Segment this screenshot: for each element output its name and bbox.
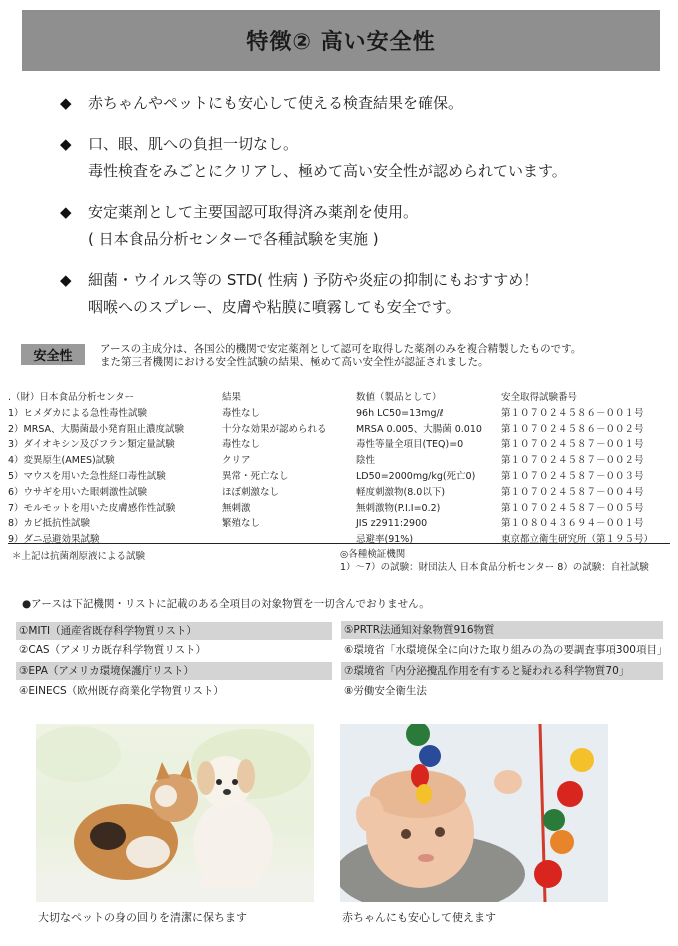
kitten-puppy-illustration xyxy=(36,724,314,902)
value-cell: JIS z2911:2900 xyxy=(356,518,428,530)
header-cell-number: 安全取得試験番号 xyxy=(501,392,578,403)
list-item: ③EPA（アメリカ環境保護庁リスト） xyxy=(16,662,332,680)
pets-photo xyxy=(36,724,314,902)
test-name-cell: 1）ヒメダカによる急性毒性試験 xyxy=(8,407,148,419)
bullet-text: 細菌・ウイルス等の STD( 性病 ) 予防や炎症の抑制にもおすすめ！ xyxy=(88,271,539,289)
bullet-text: 毒性検査をみごとにクリアし、極めて高い安全性が認められています。 xyxy=(88,162,567,180)
table-bottom-rule xyxy=(8,543,670,544)
result-cell: ほぼ刺激なし xyxy=(222,486,280,498)
test-name-cell: 2）MRSA、大腸菌最小発育阻止濃度試験 xyxy=(8,423,185,435)
table-row xyxy=(8,437,670,453)
result-cell: 毒性なし xyxy=(222,439,261,451)
table-row xyxy=(8,422,670,438)
table-row xyxy=(8,406,670,422)
diamond-bullet-icon: ◆ xyxy=(60,203,72,221)
test-number-cell: 第１０７０２４５８７－００４号 xyxy=(501,486,644,498)
test-name-cell: 6）ウサギを用いた眼刺激性試験 xyxy=(8,486,148,498)
table-row xyxy=(8,469,670,485)
test-number-cell: 第１０７０２４５８７－００１号 xyxy=(501,439,644,451)
test-number-cell: 第１０７０２４５８７－００２号 xyxy=(501,455,644,467)
list-item: ⑤PRTR法通知対象物質916物質 xyxy=(341,621,663,639)
feature-bullet xyxy=(60,131,650,185)
test-name-cell: 8）カビ抵抗性試験 xyxy=(8,518,91,530)
note-line: ◎各種検証機関 xyxy=(340,549,406,560)
feature-bullet-list xyxy=(60,90,650,335)
value-cell: 96h LC50=13mg/ℓ xyxy=(356,407,444,419)
header-cell-value: 数値（製品として） xyxy=(356,392,442,403)
test-number-cell: 第１０８０４３６９４－００１号 xyxy=(501,518,644,530)
feature-bullet xyxy=(60,199,650,253)
feature-bullet xyxy=(60,90,650,117)
result-cell: 異常・死亡なし xyxy=(222,470,289,482)
baby-photo xyxy=(340,724,608,902)
list-item: ②CAS（アメリカ既存科学物質リスト） xyxy=(19,644,207,656)
test-name-cell: 3）ダイオキシン及びフラン類定量試験 xyxy=(8,439,175,451)
value-cell: 軽度刺激物(8.0以下) xyxy=(356,486,446,498)
bullet-text: 咽喉へのスプレー、皮膚や粘膜に噴霧しても安全です。 xyxy=(88,298,461,316)
value-cell: 毒性等量全項目(TEQ)=0 xyxy=(356,439,464,451)
value-cell: LD50=2000mg/kg(死亡0) xyxy=(356,470,476,482)
header-cell-result: 結果 xyxy=(222,392,242,403)
testing-institutions-note xyxy=(340,548,649,574)
page-title: 特徴② 高い安全性 xyxy=(246,30,436,55)
safety-test-table xyxy=(8,390,670,548)
diamond-bullet-icon: ◆ xyxy=(60,271,72,289)
exclusion-statement: ●アースは下記機関・リストに記載のある全項目の対象物質を一切含んでおりません。 xyxy=(22,598,430,610)
baby-with-toy-illustration xyxy=(340,724,608,902)
title-banner xyxy=(22,10,660,71)
diamond-bullet-icon: ◆ xyxy=(60,135,72,153)
result-cell: 毒性なし xyxy=(222,407,261,419)
bullet-text: 口、眼、肌への負担一切なし。 xyxy=(88,135,299,153)
test-number-cell: 東京都立衛生研究所（第１９５号） xyxy=(501,534,654,546)
baby-caption: 赤ちゃんにも安心して使えます xyxy=(342,911,496,924)
list-item: ⑦環境省「内分泌攪乱作用を有すると疑われる科学物質70」 xyxy=(341,662,663,680)
test-number-cell: 第１０７０２４５８６－００１号 xyxy=(501,407,644,419)
bullet-text: ( 日本食品分析センターで各種試験を実施 ) xyxy=(88,230,379,248)
table-footnote: ＊上記は抗菌剤原液による試験 xyxy=(12,551,146,562)
table-row xyxy=(8,501,670,517)
safety-description xyxy=(100,343,660,369)
result-cell: クリア xyxy=(222,455,251,467)
value-cell: MRSA 0.005、大腸菌 0.010 xyxy=(356,423,482,435)
header-cell-institution: .（財）日本食品分析センター xyxy=(8,392,135,403)
pets-caption: 大切なペットの身の回りを清潔に保ちます xyxy=(38,911,247,924)
result-cell: 無刺激 xyxy=(222,502,251,514)
bullet-text: 安定薬剤として主要国認可取得済み薬剤を使用。 xyxy=(88,203,419,221)
list-item: ④EINECS（欧州既存商業化学物質リスト） xyxy=(19,685,224,697)
table-row xyxy=(8,485,670,501)
test-number-cell: 第１０７０２４５８７－００５号 xyxy=(501,502,644,514)
list-item: ①MITI（通産省既存科学物質リスト） xyxy=(16,622,332,640)
feature-bullet xyxy=(60,267,650,321)
bullet-text: 赤ちゃんやペットにも安心して使える検査結果を確保。 xyxy=(88,94,464,112)
safety-desc-line: また第三者機関における安全性試験の結果、極めて高い安全性が認証されました。 xyxy=(100,356,489,368)
table-row xyxy=(8,532,670,548)
test-name-cell: 4）変異原生(AMES)試験 xyxy=(8,455,115,467)
value-cell: 無刺激物(P.I.I=0.2) xyxy=(356,502,441,514)
test-name-cell: 7）モルモットを用いた皮膚感作性試験 xyxy=(8,502,176,514)
test-name-cell: 5）マウスを用いた急性経口毒性試験 xyxy=(8,470,166,482)
note-line: 1）～7）の試験：財団法人 日本食品分析センター 8）の試験：自社試験 xyxy=(340,562,649,573)
value-cell: 陰性 xyxy=(356,455,376,467)
result-cell: 繁殖なし xyxy=(222,518,261,530)
test-number-cell: 第１０７０２４５８７－００３号 xyxy=(501,470,644,482)
table-row xyxy=(8,516,670,532)
value-cell: 忌避率(91%) xyxy=(356,534,414,546)
safety-desc-line: アースの主成分は、各国公的機関で安定薬剤として認可を取得した薬剤のみを複合精製したものです。 xyxy=(100,343,582,355)
result-cell: 十分な効果が認められる xyxy=(222,423,327,435)
test-number-cell: 第１０７０２４５８６－００２号 xyxy=(501,423,644,435)
table-row xyxy=(8,453,670,469)
diamond-bullet-icon: ◆ xyxy=(60,94,72,112)
list-item: ⑧労働安全衛生法 xyxy=(344,685,427,697)
test-name-cell: 9）ダニ忌避効果試験 xyxy=(8,534,100,546)
safety-tag: 安全性 xyxy=(21,344,85,365)
table-header-row xyxy=(8,390,670,406)
list-item: ⑥環境省「水環境保全に向けた取り組みの為の要調査事項300項目」 xyxy=(344,644,668,656)
